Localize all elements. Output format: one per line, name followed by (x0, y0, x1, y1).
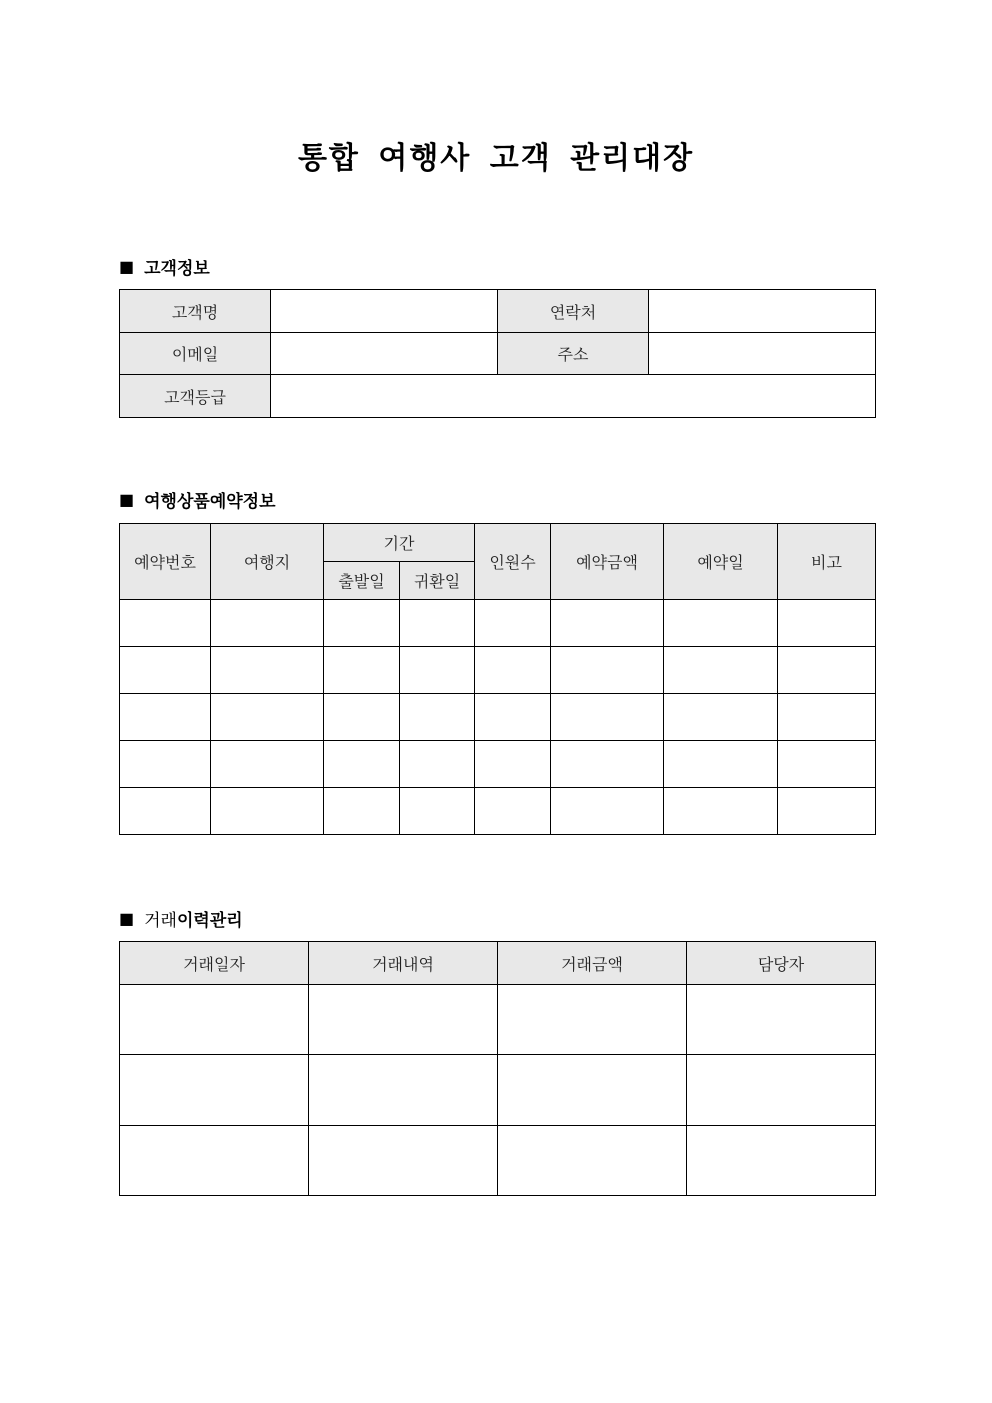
header-transaction-amount: 거래금액 (498, 942, 687, 985)
section-heading-transaction-history (119, 906, 243, 931)
table-cell[interactable] (498, 1055, 687, 1126)
header-people: 인원수 (475, 524, 551, 600)
section-title: 고객정보 (144, 259, 210, 279)
table-cell[interactable] (475, 647, 551, 694)
label-address: 주소 (498, 333, 649, 375)
table-cell[interactable] (120, 1055, 309, 1126)
table-row (120, 788, 876, 835)
section-heading-booking-info (119, 487, 276, 512)
table-cell[interactable] (400, 600, 475, 647)
customer-info-table (119, 289, 876, 418)
table-cell[interactable] (475, 788, 551, 835)
label-customer-name: 고객명 (120, 290, 271, 333)
customer-grade-field[interactable] (271, 375, 876, 418)
table-cell[interactable] (664, 600, 778, 647)
header-booking-number: 예약번호 (120, 524, 211, 600)
section-title: 여행상품예약정보 (144, 492, 276, 512)
transaction-history-table (119, 941, 876, 1196)
table-row (120, 1055, 876, 1126)
table-cell[interactable] (778, 788, 876, 835)
table-cell[interactable] (498, 1126, 687, 1196)
table-cell[interactable] (309, 985, 498, 1055)
table-cell[interactable] (324, 788, 400, 835)
header-booking-amount: 예약금액 (551, 524, 664, 600)
table-cell[interactable] (120, 788, 211, 835)
table-cell[interactable] (211, 647, 324, 694)
contact-field[interactable] (649, 290, 876, 333)
header-remarks: 비고 (778, 524, 876, 600)
address-field[interactable] (649, 333, 876, 375)
table-cell[interactable] (551, 647, 664, 694)
table-cell[interactable] (475, 600, 551, 647)
header-departure-date: 출발일 (324, 562, 400, 600)
document-title: 통합 여행사 고객 관리대장 (297, 141, 695, 176)
table-cell[interactable] (664, 788, 778, 835)
table-cell[interactable] (324, 600, 400, 647)
table-cell[interactable] (551, 600, 664, 647)
table-cell[interactable] (687, 1055, 876, 1126)
table-row (120, 741, 876, 788)
table-cell[interactable] (324, 694, 400, 741)
table-cell[interactable] (120, 985, 309, 1055)
table-cell[interactable] (687, 985, 876, 1055)
table-cell[interactable] (778, 647, 876, 694)
section-heading-customer-info (119, 254, 210, 279)
section-title-prefix: 거래 (144, 911, 177, 931)
table-cell[interactable] (475, 694, 551, 741)
table-cell[interactable] (400, 741, 475, 788)
table-cell[interactable] (211, 694, 324, 741)
label-email: 이메일 (120, 333, 271, 375)
table-cell[interactable] (400, 694, 475, 741)
bullet-square-icon: ■ (119, 490, 135, 509)
table-cell[interactable] (664, 741, 778, 788)
label-customer-grade: 고객등급 (120, 375, 271, 418)
bullet-square-icon: ■ (119, 909, 135, 928)
table-cell[interactable] (400, 647, 475, 694)
table-cell[interactable] (475, 741, 551, 788)
table-row (120, 600, 876, 647)
table-cell[interactable] (778, 600, 876, 647)
header-destination: 여행지 (211, 524, 324, 600)
email-field[interactable] (271, 333, 498, 375)
table-cell[interactable] (687, 1126, 876, 1196)
table-cell[interactable] (778, 741, 876, 788)
table-cell[interactable] (120, 694, 211, 741)
header-period: 기간 (324, 524, 475, 562)
table-cell[interactable] (324, 741, 400, 788)
section-title: 이력관리 (176, 911, 243, 931)
table-row (120, 1126, 876, 1196)
table-row (120, 694, 876, 741)
header-return-date: 귀환일 (400, 562, 475, 600)
bullet-square-icon: ■ (119, 257, 135, 276)
table-cell[interactable] (324, 647, 400, 694)
table-cell[interactable] (120, 1126, 309, 1196)
table-row (120, 985, 876, 1055)
table-cell[interactable] (778, 694, 876, 741)
header-booking-date: 예약일 (664, 524, 778, 600)
table-cell[interactable] (211, 600, 324, 647)
customer-name-field[interactable] (271, 290, 498, 333)
table-cell[interactable] (120, 741, 211, 788)
table-cell[interactable] (211, 788, 324, 835)
table-cell[interactable] (309, 1126, 498, 1196)
table-row (120, 647, 876, 694)
table-cell[interactable] (120, 647, 211, 694)
table-cell[interactable] (664, 647, 778, 694)
table-cell[interactable] (400, 788, 475, 835)
table-cell[interactable] (664, 694, 778, 741)
table-cell[interactable] (551, 694, 664, 741)
table-cell[interactable] (120, 600, 211, 647)
table-cell[interactable] (551, 741, 664, 788)
table-cell[interactable] (211, 741, 324, 788)
header-transaction-date: 거래일자 (120, 942, 309, 985)
table-cell[interactable] (498, 985, 687, 1055)
table-cell[interactable] (309, 1055, 498, 1126)
booking-info-table (119, 523, 876, 835)
header-transaction-details: 거래내역 (309, 942, 498, 985)
table-cell[interactable] (551, 788, 664, 835)
header-manager: 담당자 (687, 942, 876, 985)
label-contact: 연락처 (498, 290, 649, 333)
